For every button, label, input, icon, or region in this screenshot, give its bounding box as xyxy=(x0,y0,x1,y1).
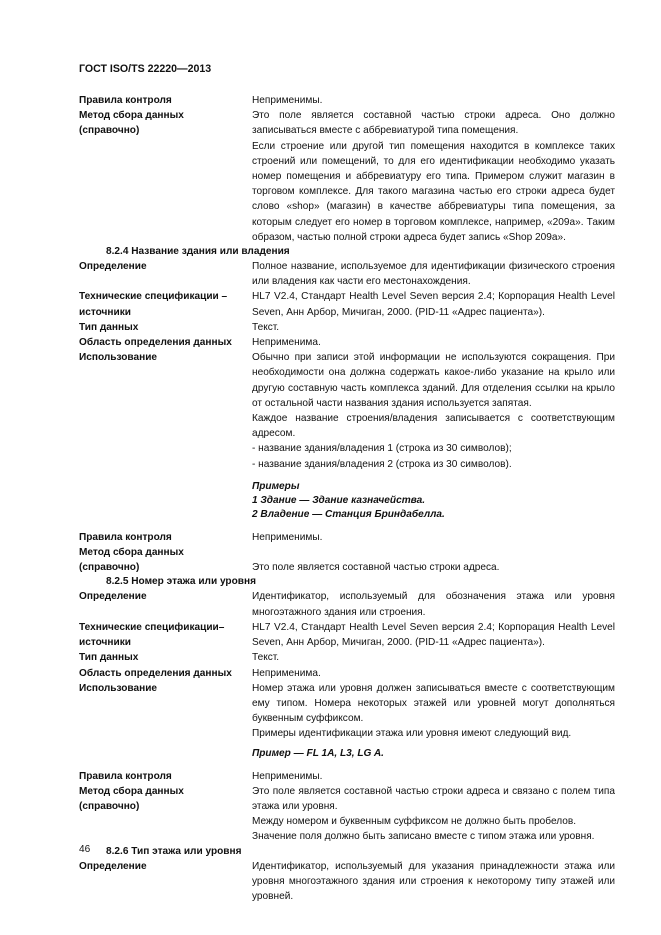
field-value: HL7 V2.4, Стандарт Health Level Seven версия 2.4; Корпорация Health Level Seven, Анн Арбор, Мичиган, 2000. (PID-11 «Адрес пациента»). xyxy=(252,621,615,649)
rule-row xyxy=(79,530,615,545)
usage-row xyxy=(79,681,615,761)
method-row xyxy=(79,545,615,575)
rule-row xyxy=(79,93,615,108)
definition-row xyxy=(79,259,615,289)
datatype-row xyxy=(79,650,615,665)
page-number: 46 xyxy=(79,844,91,855)
field-value: Это поле является составной частью строки адреса. Оно должно записываться вместе с аббревиатурой типа помещения. Если строение или другой тип помещения находится в комплексе таких строений или помещений, то для его идентификации необходимо указать номер помещения и аббревиатуру его типа. Примером служит магазин в торговом комплексе. Для такого магазина частью его строки адреса будет слово «shop» (магазин) в качестве аббревиатуры типа помещения, за которым следует его номер в торговом комплексе, например, «209а». Таким образом, частью полной строки адреса будет запись «Shop 209а». xyxy=(252,110,615,243)
method-row xyxy=(79,784,615,845)
document-body xyxy=(79,93,615,904)
domain-row xyxy=(79,666,615,681)
domain-row xyxy=(79,335,615,350)
field-value: Неприменима. xyxy=(252,337,321,349)
examples-title: Примеры xyxy=(252,480,300,492)
field-label: Тип данных xyxy=(79,652,139,664)
section-heading-8-2-4: 8.2.4 Название здания или владения xyxy=(106,246,290,258)
field-label: Тип данных xyxy=(79,321,139,333)
field-label: Использование xyxy=(79,682,158,694)
field-label: Область определения данных xyxy=(79,667,232,679)
datatype-row xyxy=(79,320,615,335)
field-label: Правила контроля xyxy=(79,95,172,106)
field-label: Технические спецификации – источники xyxy=(79,291,228,318)
example-item: Пример — FL 1A, L3, LG A. xyxy=(252,747,384,759)
field-value: Это поле является составной частью строки адреса. xyxy=(252,562,500,574)
field-value: Неприменимы. xyxy=(252,95,323,106)
field-value: Идентификатор, используемый для указания принадлежности этажа или уровня многоэтажного здания или строения к некоторому типу этажей или уровней. xyxy=(252,860,615,902)
example-item: 1 Здание — Здание казначейства. xyxy=(252,494,426,506)
field-label: Метод сбора данных (справочно) xyxy=(79,547,184,574)
field-label: Технические спецификации– источники xyxy=(79,621,225,649)
field-value: Это поле является составной частью строки адреса и связано с полем типа этажа или уровня. Между номером и буквенным суффиксом не должно быть пробелов. Значение поля должно быть записано вместе с типом этажа или уровня. xyxy=(252,785,615,843)
field-value: Идентификатор, используемый для обозначения этажа или уровня многоэтажного здания или строения. xyxy=(252,591,615,618)
field-label: Метод сбора данных (справочно) xyxy=(79,110,184,137)
field-value: HL7 V2.4, Стандарт Health Level Seven версия 2.4; Корпорация Health Level Seven, Анн Арбор, Мичиган, 2000. (PID-11 «Адрес пациента»). xyxy=(252,291,615,318)
method-row xyxy=(79,108,615,245)
section-heading-8-2-6: 8.2.6 Тип этажа или уровня xyxy=(106,845,242,857)
field-label: Метод сбора данных (справочно) xyxy=(79,785,184,812)
field-value: Неприменимы. xyxy=(252,770,323,782)
field-label: Определение xyxy=(79,860,147,872)
spec-row xyxy=(79,620,615,650)
field-label: Использование xyxy=(79,352,158,364)
field-value: Номер этажа или уровня должен записываться вместе с соответствующим ему типом. Номера некоторых этажей или уровней могут дополняться буквенным суффиксом. Примеры идентификации этажа или уровня имеют следующий вид. Пример — FL 1A, L3, LG A. xyxy=(252,682,615,759)
field-value: Текст. xyxy=(252,652,280,664)
usage-row xyxy=(79,350,615,522)
spec-row xyxy=(79,289,615,319)
definition-row xyxy=(79,859,615,905)
field-label: Определение xyxy=(79,261,147,273)
field-value: Обычно при записи этой информации не используются сокращения. При необходимости она должна содержать какое-либо указание на крыло или другую составную часть комплекса зданий. Для отделения ссылки на крыло от остальной части названия здания используется запятая. Каждое название строения/владения записывается с соответствующим адресом. - название здания/владения 1 (строка из 30 символов); - название здания/владения 2 (строка из 30 символов). Примеры 1 Здание — Здание казначейства. 2 Владение — Станция Бриндабелла. xyxy=(252,352,615,520)
definition-row xyxy=(79,589,615,619)
field-label: Правила контроля xyxy=(79,770,172,782)
field-value: Текст. xyxy=(252,321,280,333)
section-heading-8-2-5: 8.2.5 Номер этажа или уровня xyxy=(106,576,256,588)
rule-row xyxy=(79,769,615,784)
example-item: 2 Владение — Станция Бриндабелла. xyxy=(252,508,445,520)
field-value: Полное название, используемое для идентификации физического строения или владения как части его местонахождения. xyxy=(252,261,615,288)
field-value: Неприменимы. xyxy=(252,531,323,543)
field-label: Правила контроля xyxy=(79,531,172,543)
field-value: Неприменима. xyxy=(252,667,321,679)
field-label: Определение xyxy=(79,591,147,603)
document-header: ГОСТ ISO/TS 22220—2013 xyxy=(79,63,212,75)
field-label: Область определения данных xyxy=(79,337,232,349)
